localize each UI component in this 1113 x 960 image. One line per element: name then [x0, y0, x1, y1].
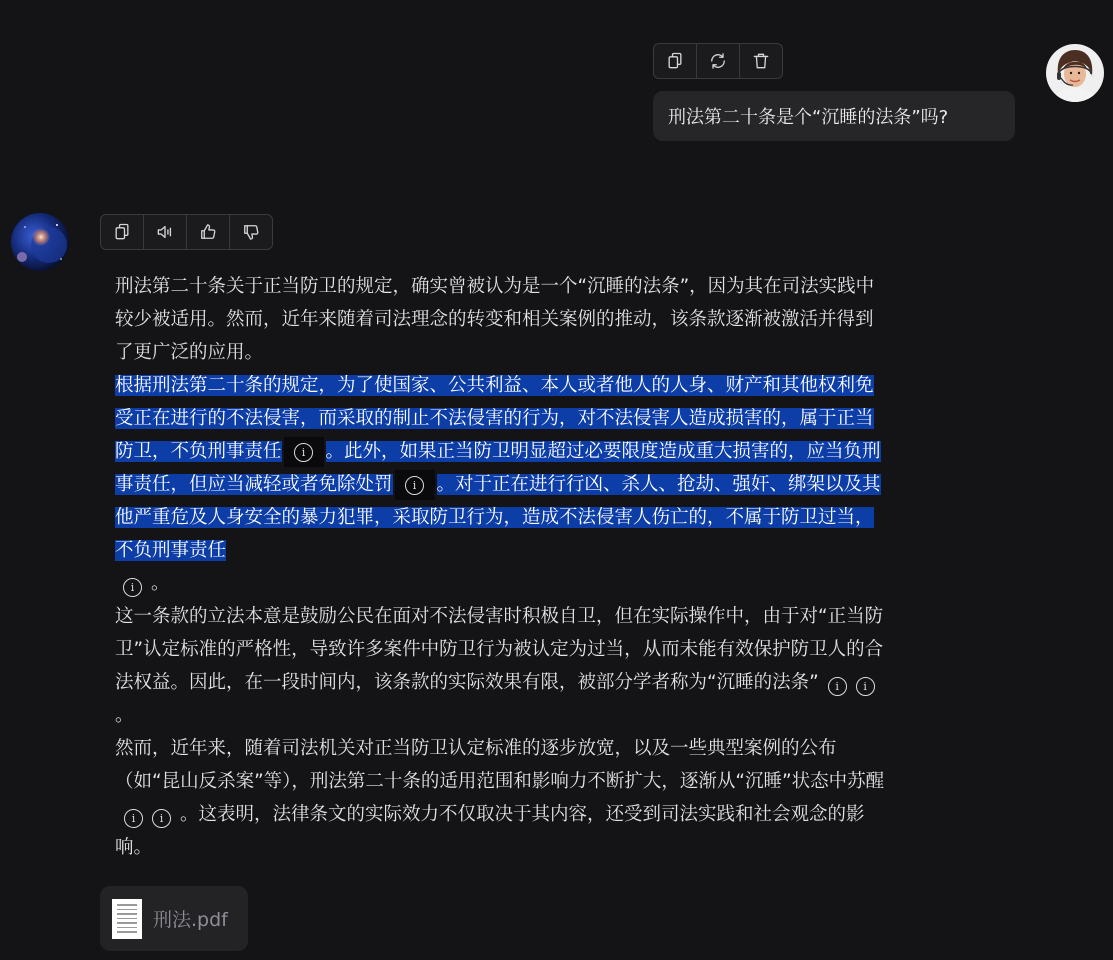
attachment-card[interactable] — [100, 886, 248, 951]
answer-paragraph-2 — [115, 369, 885, 600]
highlighted-text: 根据刑法第二十条的规定，为了使国家、公共利益、本人或者他人的人身、财产和其他权利免受正在进行的不法侵害，而采取的制止不法侵害的行为，对不法侵害人造成损害的，属于正当防卫，不负刑事责任 — [115, 375, 874, 462]
citation-button[interactable] — [395, 470, 435, 500]
highlighted-text: 。对于正在进行行凶、杀人、抢劫、强奸、绑架以及其他严重危及人身安全的暴力犯罪，采取防卫行为，造成不法侵害人伤亡的，不属于防卫过当，不负刑事责任 — [115, 474, 881, 561]
citation-info-icon[interactable]: i — [124, 809, 143, 828]
assistant-answer — [115, 270, 885, 864]
info-icon: i — [405, 476, 424, 495]
paragraph-3-text: 这一条款的立法本意是鼓励公民在面对不法侵害时积极自卫，但在实际操作中，由于对“正当防卫”认定标准的严格性，导致许多案件中防卫行为被认定为过当，从而未能有效保护防卫人的合法权益。因此，在一段时间内，该条款的实际效果有限，被部分学者称为“沉睡的法条” — [115, 606, 884, 693]
copy-icon — [112, 222, 132, 242]
user-message-toolbar — [653, 43, 783, 79]
attachment-file-name: 刑法.pdf — [153, 909, 228, 931]
highlighted-text: 。此外，如果正当防卫明显超过必要限度造成重大损害的，应当负刑事责任，但应当减轻或者免除处罚 — [115, 441, 881, 495]
assistant-message-toolbar — [100, 214, 273, 250]
paragraph-4-end: 。这表明，法律条文的实际效力不仅取决于其内容，还受到司法实践和社会观念的影响。 — [115, 804, 865, 858]
copy-answer-button[interactable] — [101, 215, 144, 249]
delete-button[interactable] — [740, 44, 782, 78]
thumbs-up-icon — [198, 222, 218, 242]
thumbs-down-icon — [241, 222, 261, 242]
read-aloud-button[interactable] — [144, 215, 187, 249]
like-button[interactable] — [187, 215, 230, 249]
regenerate-button[interactable] — [697, 44, 740, 78]
dislike-button[interactable] — [230, 215, 272, 249]
copy-icon — [665, 51, 685, 71]
citation-info-icon[interactable]: i — [828, 677, 847, 696]
pdf-file-icon — [112, 899, 142, 939]
speaker-icon — [155, 222, 175, 242]
answer-paragraph-3 — [115, 600, 885, 732]
citation-button[interactable] — [284, 437, 324, 467]
info-icon: i — [294, 443, 313, 462]
delete-icon — [751, 51, 771, 71]
user-message-bubble — [653, 91, 1015, 141]
assistant-avatar — [11, 213, 69, 271]
citation-info-icon[interactable]: i — [152, 809, 171, 828]
answer-paragraph-1: 刑法第二十条关于正当防卫的规定，确实曾被认为是一个“沉睡的法条”，因为其在司法实践中较少被适用。然而，近年来随着司法理念的转变和相关案例的推动，该条款逐渐被激活并得到了更广泛的应用。 — [115, 276, 875, 363]
user-avatar — [1046, 44, 1104, 102]
paragraph-end-mark: 。 — [151, 573, 170, 594]
citation-info-icon[interactable]: i — [123, 578, 142, 597]
paragraph-end-mark: 。 — [115, 705, 134, 726]
paragraph-4-text: 然而，近年来，随着司法机关对正当防卫认定标准的逐步放宽，以及一些典型案例的公布（如“昆山反杀案”等），刑法第二十条的适用范围和影响力不断扩大，逐渐从“沉睡”状态中苏醒 — [115, 738, 885, 792]
citation-info-icon[interactable]: i — [856, 677, 875, 696]
user-message-text: 刑法第二十条是个“沉睡的法条”吗? — [668, 107, 949, 128]
copy-button[interactable] — [654, 44, 697, 78]
regenerate-icon — [708, 51, 728, 71]
answer-paragraph-4 — [115, 732, 885, 864]
